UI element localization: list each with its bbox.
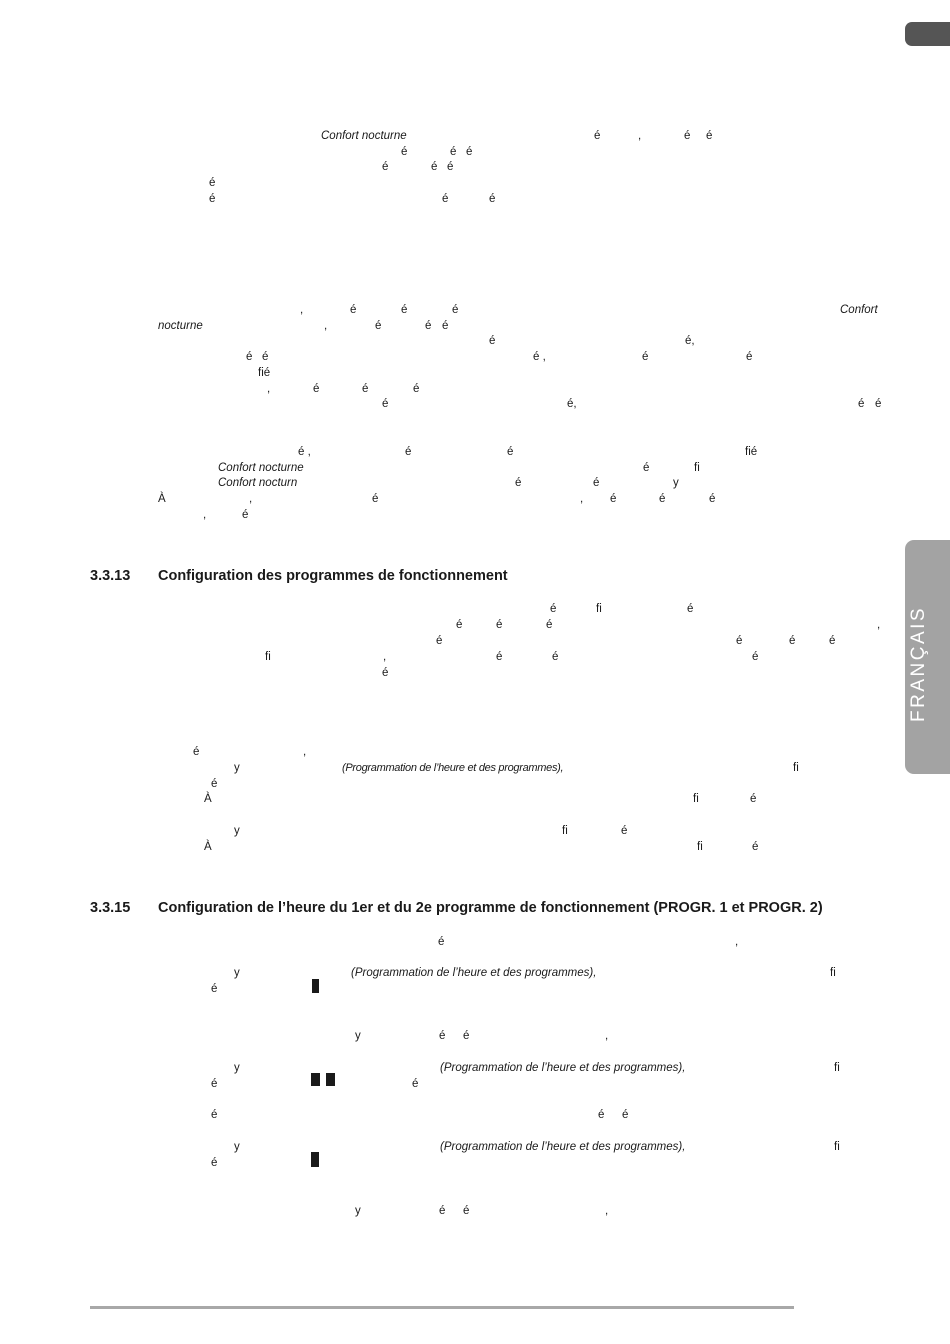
body-fragment: é [659, 493, 666, 505]
body-fragment: é [706, 130, 713, 142]
body-fragment: é [372, 493, 379, 505]
section-number: 3.3.13 [90, 568, 131, 584]
body-fragment: y [234, 762, 240, 774]
body-fragment: é [546, 619, 553, 631]
body-fragment: , [324, 320, 328, 332]
section-title: Configuration de l’heure du 1er et du 2e programme de fonctionnement (PROGR. 1 et PROGR. 2) [158, 900, 823, 916]
language-side-tab [905, 540, 950, 774]
body-fragment: y [673, 477, 679, 489]
body-fragment: é [858, 398, 865, 410]
body-fragment: , [267, 383, 271, 395]
display-symbol-icon [311, 1073, 320, 1086]
body-fragment: é, [685, 335, 695, 347]
body-fragment: é [750, 793, 757, 805]
body-fragment: é [456, 619, 463, 631]
body-fragment: é , [298, 446, 311, 458]
body-fragment: fi [693, 793, 699, 805]
body-fragment: fié [258, 367, 271, 379]
body-fragment: é [687, 603, 694, 615]
body-fragment: fi [596, 603, 602, 615]
body-fragment: Confort nocturn [218, 477, 298, 489]
section-title: Configuration des programmes de fonctionnement [158, 568, 508, 584]
body-fragment: y [355, 1205, 361, 1217]
body-fragment: é [401, 304, 408, 316]
body-fragment: é [507, 446, 514, 458]
body-fragment: é [382, 398, 389, 410]
body-fragment: é [736, 635, 743, 647]
body-fragment: , [605, 1205, 609, 1217]
body-fragment: é [610, 493, 617, 505]
body-fragment: é [463, 1030, 470, 1042]
body-fragment: y [355, 1030, 361, 1042]
body-fragment: é [643, 462, 650, 474]
body-fragment: é [375, 320, 382, 332]
body-fragment: À [204, 793, 212, 805]
body-fragment: é [431, 161, 438, 173]
body-fragment: , [303, 746, 307, 758]
body-fragment: é [405, 446, 412, 458]
body-fragment: é [211, 778, 218, 790]
body-fragment: é [211, 1078, 218, 1090]
body-fragment: é , [533, 351, 546, 363]
display-symbol-icon [311, 1152, 319, 1167]
section-number: 3.3.15 [90, 900, 131, 916]
body-fragment: , [249, 493, 253, 505]
body-fragment: é [452, 304, 459, 316]
body-fragment: é [412, 1078, 419, 1090]
body-fragment: fi [834, 1141, 840, 1153]
body-fragment: é [466, 146, 473, 158]
body-fragment: é [489, 193, 496, 205]
body-fragment: é [262, 351, 269, 363]
body-fragment: é [362, 383, 369, 395]
body-fragment: Confort nocturne [218, 462, 304, 474]
body-fragment: é [439, 1205, 446, 1217]
body-fragment: é [209, 177, 216, 189]
body-fragment: (Programmation de l’heure et des programmes), [440, 1062, 686, 1074]
body-fragment: é [382, 161, 389, 173]
body-fragment: é [515, 477, 522, 489]
body-fragment: é, [567, 398, 577, 410]
body-fragment: y [234, 967, 240, 979]
body-fragment: , [877, 619, 881, 631]
body-fragment: é [401, 146, 408, 158]
body-fragment: é [550, 603, 557, 615]
body-fragment: fi [562, 825, 568, 837]
display-symbol-icon [312, 979, 319, 993]
body-fragment: (Programmation de l’heure et des programmes), [440, 1141, 686, 1153]
language-label: FRANÇAIS [908, 605, 929, 722]
body-fragment: é [382, 667, 389, 679]
body-fragment: é [622, 1109, 629, 1121]
body-fragment: fi [793, 762, 799, 774]
body-fragment: é [442, 193, 449, 205]
body-fragment: (Programmation de l’heure et des programmes), [351, 967, 597, 979]
body-fragment: fi [830, 967, 836, 979]
body-fragment: é [211, 983, 218, 995]
body-fragment: é [438, 936, 445, 948]
body-fragment: é [496, 619, 503, 631]
body-fragment: fi [694, 462, 700, 474]
body-fragment: Confort [840, 304, 878, 316]
body-fragment: é [463, 1205, 470, 1217]
body-fragment: é [442, 320, 449, 332]
body-fragment: , [735, 936, 739, 948]
body-fragment: é [447, 161, 454, 173]
body-fragment: fi [697, 841, 703, 853]
section-heading-3-3-15 [90, 900, 823, 916]
body-fragment: fié [745, 446, 758, 458]
body-fragment: é [413, 383, 420, 395]
body-fragment: é [752, 651, 759, 663]
body-fragment: , [638, 130, 642, 142]
body-fragment: y [234, 1141, 240, 1153]
body-fragment: é [436, 635, 443, 647]
display-symbol-icon [326, 1073, 335, 1086]
body-fragment: é [193, 746, 200, 758]
body-fragment: nocturne [158, 320, 203, 332]
body-fragment: , [383, 651, 387, 663]
section-heading-3-3-13 [90, 568, 508, 584]
body-fragment: é [594, 130, 601, 142]
body-fragment: é [209, 193, 216, 205]
body-fragment: é [829, 635, 836, 647]
body-fragment: é [350, 304, 357, 316]
body-fragment: é [752, 841, 759, 853]
body-fragment: fi [265, 651, 271, 663]
body-fragment: (Programmation de l’heure et des programmes), [342, 762, 564, 774]
page-number-tab [905, 22, 950, 46]
body-fragment: À [204, 841, 212, 853]
body-fragment: é [789, 635, 796, 647]
body-fragment: é [450, 146, 457, 158]
body-fragment: , [203, 509, 207, 521]
body-fragment: é [242, 509, 249, 521]
body-fragment: é [211, 1157, 218, 1169]
body-fragment: y [234, 1062, 240, 1074]
body-fragment: é [746, 351, 753, 363]
body-fragment: Confort nocturne [321, 130, 407, 142]
body-fragment: , [605, 1030, 609, 1042]
body-fragment: À [158, 493, 166, 505]
body-fragment: é [246, 351, 253, 363]
body-fragment: é [709, 493, 716, 505]
body-fragment: , [300, 304, 304, 316]
body-fragment: é [684, 130, 691, 142]
body-fragment: é [425, 320, 432, 332]
body-fragment: é [642, 351, 649, 363]
body-fragment: , [580, 493, 584, 505]
body-fragment: é [875, 398, 882, 410]
body-fragment: é [598, 1109, 605, 1121]
body-fragment: é [439, 1030, 446, 1042]
body-fragment: é [211, 1109, 218, 1121]
body-fragment: é [496, 651, 503, 663]
body-fragment: fi [834, 1062, 840, 1074]
body-fragment: é [593, 477, 600, 489]
body-fragment: é [313, 383, 320, 395]
body-fragment: é [621, 825, 628, 837]
body-fragment: y [234, 825, 240, 837]
footer-rule [90, 1306, 794, 1309]
body-fragment: é [489, 335, 496, 347]
body-fragment: é [552, 651, 559, 663]
